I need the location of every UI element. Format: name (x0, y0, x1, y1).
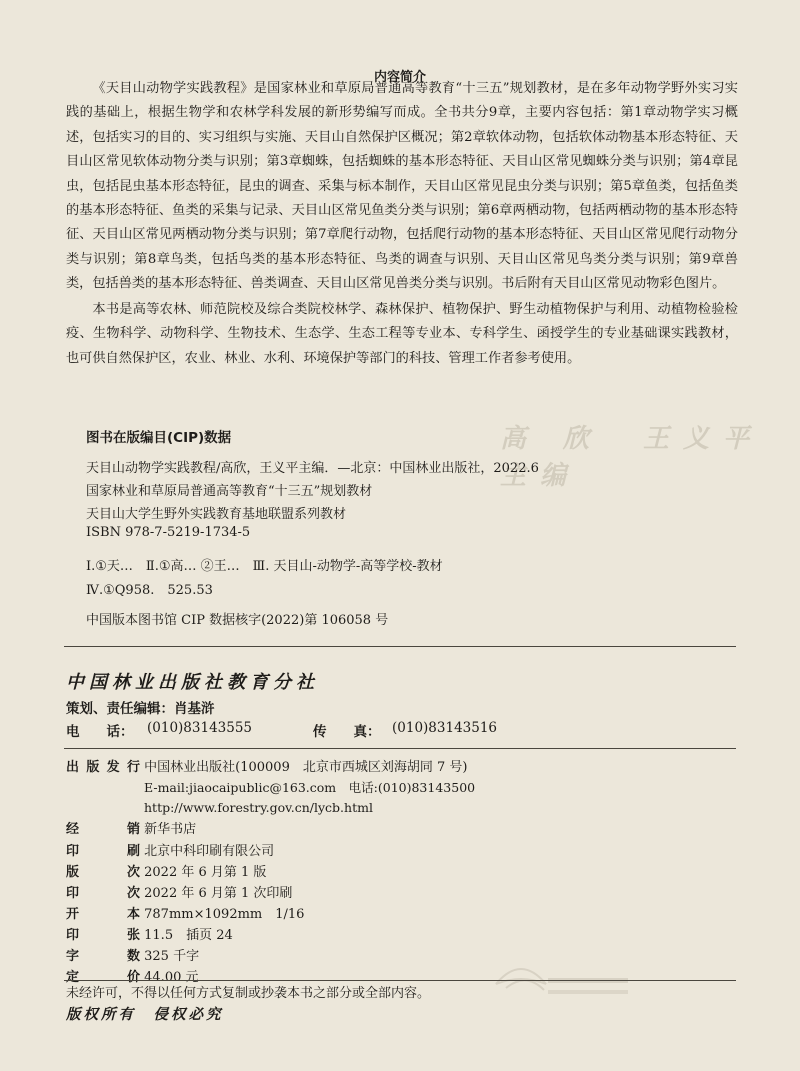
detail-label: 版次 (66, 865, 140, 880)
phone-value: (010)83143555 (147, 720, 253, 736)
detail-label: 印刷 (66, 844, 140, 859)
divider-middle (64, 748, 736, 749)
detail-label: 定价 (66, 970, 140, 985)
intro-paragraph-1: 《天目山动物学实践教程》是国家林业和草原局普通高等教育“十三五”规划教材，是在多年动物学野外实习实践的基础上，根据生物学和农林学科发展的新形势编写而成。全书共分9章，主要内容包括：第1章动物学实习概述，包括实习的目的、实习组织与实施、天目山自然保护区概况；第2章软体动物，包括软体动物基本形态特征、天目山区常见软体动物分类与识别；第3章蜘蛛，包括蜘蛛的基本形态特征、天目山区常见蜘蛛分类与识别；第4章昆虫，包括昆虫基本形态特征，昆虫的调查、采集与标本制作，天目山区常见昆虫分类与识别；第5章鱼类，包括鱼类的基本形态特征、鱼类的采集与记录、天目山区常见鱼类分类与识别；第6章两栖动物，包括两栖动物的基本形态特征、天目山区常见两栖动物分类与识别；第7章爬行动物，包括爬行动物的基本形态特征、天目山区常见爬行动物分类与识别；第8章鸟类，包括鸟类的基本形态特征、鸟类的调查与识别、天目山区常见鸟类分类与识别；第9章兽类，包括兽类的基本形态特征、兽类调查、天目山区常见兽类分类与识别。书后附有天目山区常见动物彩色图片。 (66, 81, 738, 292)
detail-value: 11.5 插页 24 (144, 928, 233, 943)
detail-row-printing (66, 882, 292, 901)
detail-row-wordcount (66, 945, 199, 964)
fax-label: 传 真： (313, 724, 381, 740)
detail-value: 北京中科印刷有限公司 (144, 844, 275, 859)
publish-row (66, 756, 467, 775)
cip-line-2: 国家林业和草原局普通高等教育“十三五”规划教材 (86, 484, 373, 499)
phone-label: 电 话： (66, 724, 134, 740)
detail-label: 经销 (66, 822, 140, 837)
intro-paragraph-2: 本书是高等农林、师范院校及综合类院校林学、森林保护、植物保护、野生动植物保护与利用、动植物检验检疫、生物科学、动物科学、生物技术、生态学、生态工程等专业本、专科学生、函授学生的专业基础课实践教材，也可供自然保护区，农业、林业、水利、环境保护等部门的科技、管理工作者参考使用。 (66, 302, 738, 366)
detail-row-printer (66, 840, 274, 859)
detail-row-format (66, 903, 304, 922)
editor-line: 策划、责任编辑：肖基浒 (66, 701, 215, 717)
detail-value: 325 千字 (144, 949, 200, 964)
cip-line-3: 天目山大学生野外实践教育基地联盟系列教材 (86, 507, 347, 522)
fax-value: (010)83143516 (392, 720, 498, 736)
detail-label: 印张 (66, 928, 140, 943)
intro-title: 内容简介 (373, 70, 426, 85)
detail-label: 印次 (66, 886, 140, 901)
detail-value: 新华书店 (144, 822, 197, 837)
cip-classification-1: Ⅰ.①天… Ⅱ.①高… ②王… Ⅲ. 天目山-动物学-高等学校-教材 (86, 559, 443, 574)
cip-line-1: 天目山动物学实践教程/高欣，王义平主编．—北京：中国林业出版社，2022.6 (86, 461, 539, 476)
detail-label: 开本 (66, 907, 140, 922)
rights-reserved: 版权所有 侵权必究 (66, 1006, 224, 1023)
detail-row-distribution (66, 818, 196, 837)
cip-classification-2: Ⅳ.①Q958. 525.53 (86, 583, 213, 598)
watermark-editor-text: 高 欣 王义平 主编 (500, 424, 764, 491)
detail-value: 787mm×1092mm 1/16 (144, 907, 305, 922)
divider-bottom (64, 980, 736, 981)
divider-top (64, 646, 736, 647)
publisher-name: 中国林业出版社教育分社 (66, 672, 319, 693)
publish-email: E-mail:jiaocaipublic@163.com 电话:(010)83143500 (144, 780, 476, 795)
cip-title: 图书在版编目(CIP)数据 (86, 430, 232, 446)
cip-isbn: ISBN 978-7-5219-1734-5 (86, 525, 251, 540)
copyright-notice: 未经许可，不得以任何方式复制或抄袭本书之部分或全部内容。 (66, 986, 431, 1001)
detail-label: 字数 (66, 949, 140, 964)
detail-row-sheets (66, 924, 233, 943)
publish-url: http://www.forestry.gov.cn/lycb.html (144, 800, 373, 815)
detail-value: 2022 年 6 月第 1 次印刷 (144, 886, 293, 901)
cip-verify-number: 中国版本图书馆 CIP 数据核字(2022)第 106058 号 (86, 613, 389, 628)
publish-label: 出版发行 (66, 760, 140, 775)
detail-row-edition (66, 861, 266, 880)
publish-value: 中国林业出版社(100009 北京市西城区刘海胡同 7 号) (144, 760, 468, 775)
detail-value: 44.00 元 (144, 970, 199, 985)
detail-value: 2022 年 6 月第 1 版 (144, 865, 267, 880)
publisher-logo-watermark (486, 944, 636, 1014)
